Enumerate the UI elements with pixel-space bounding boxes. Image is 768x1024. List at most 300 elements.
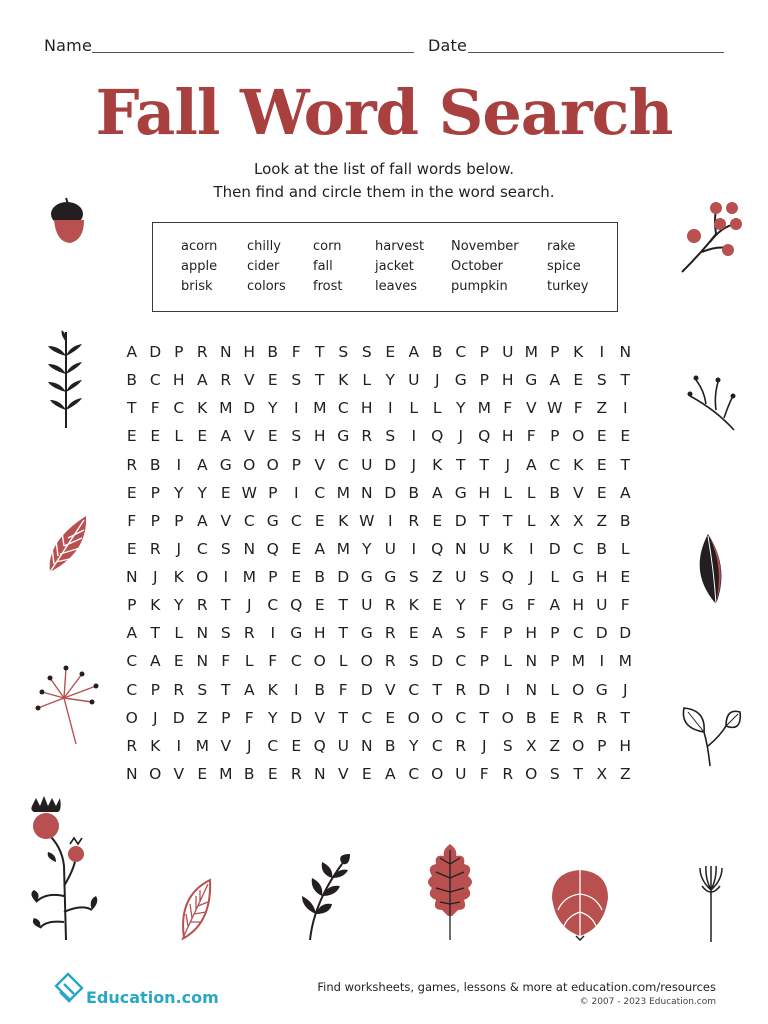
grid-letter[interactable]: G <box>454 483 467 502</box>
grid-letter[interactable]: E <box>408 624 419 643</box>
grid-letter[interactable]: Y <box>456 399 466 418</box>
grid-letter[interactable]: M <box>336 483 350 502</box>
grid-letter[interactable]: F <box>338 680 348 699</box>
grid-letter[interactable]: I <box>176 455 182 474</box>
grid-letter[interactable]: M <box>219 399 233 418</box>
grid-letter[interactable]: B <box>408 483 420 502</box>
grid-letter[interactable]: E <box>549 708 560 727</box>
grid-letter[interactable]: J <box>528 568 534 586</box>
grid-letter[interactable]: X <box>596 764 608 783</box>
grid-letter[interactable]: V <box>572 483 584 502</box>
grid-letter[interactable]: F <box>479 624 489 643</box>
grid-letter[interactable]: E <box>385 708 396 727</box>
grid-letter[interactable]: L <box>550 568 560 586</box>
grid-letter[interactable]: J <box>152 708 158 727</box>
grid-letter[interactable]: B <box>525 708 537 727</box>
grid-letter[interactable]: E <box>126 483 137 502</box>
grid-letter[interactable]: I <box>599 343 605 361</box>
grid-letter[interactable]: V <box>173 764 185 783</box>
grid-letter[interactable]: X <box>549 511 561 530</box>
grid-letter[interactable]: S <box>479 568 490 586</box>
grid-letter[interactable]: E <box>620 568 631 586</box>
grid-letter[interactable]: N <box>125 568 138 586</box>
grid-letter[interactable]: C <box>314 483 326 502</box>
grid-letter[interactable]: P <box>268 568 278 586</box>
grid-letter[interactable]: D <box>337 568 350 586</box>
grid-letter[interactable]: J <box>152 568 158 586</box>
grid-letter[interactable]: I <box>387 511 393 530</box>
grid-letter[interactable]: S <box>408 652 419 671</box>
grid-letter[interactable]: O <box>572 680 585 699</box>
grid-letter[interactable]: I <box>223 568 229 586</box>
grid-letter[interactable]: G <box>525 371 538 390</box>
grid-letter[interactable]: C <box>549 455 561 474</box>
grid-letter[interactable]: A <box>196 371 208 390</box>
grid-letter[interactable]: N <box>360 736 373 755</box>
grid-letter[interactable]: D <box>360 680 373 699</box>
grid-letter[interactable]: M <box>219 764 233 783</box>
grid-letter[interactable]: S <box>291 427 302 446</box>
grid-letter[interactable]: C <box>408 764 420 783</box>
grid-letter[interactable]: F <box>221 652 231 671</box>
grid-letter[interactable]: G <box>501 596 514 615</box>
grid-letter[interactable]: H <box>595 568 608 586</box>
grid-letter[interactable]: M <box>195 736 209 755</box>
grid-letter[interactable]: S <box>291 371 302 390</box>
grid-letter[interactable]: H <box>501 371 514 390</box>
grid-letter[interactable]: Y <box>385 371 395 390</box>
grid-letter[interactable]: P <box>550 343 560 361</box>
grid-letter[interactable]: B <box>596 539 608 558</box>
grid-letter[interactable]: H <box>243 343 256 361</box>
grid-letter[interactable]: T <box>338 708 348 727</box>
grid-letter[interactable]: F <box>268 652 278 671</box>
grid-letter[interactable]: B <box>243 764 255 783</box>
grid-letter[interactable]: T <box>221 596 231 615</box>
grid-letter[interactable]: A <box>196 455 208 474</box>
grid-letter[interactable]: A <box>525 455 537 474</box>
grid-letter[interactable]: P <box>150 483 160 502</box>
grid-letter[interactable]: Z <box>196 708 208 727</box>
grid-letter[interactable]: I <box>270 624 276 643</box>
grid-letter[interactable]: K <box>573 343 584 361</box>
grid-letter[interactable]: G <box>219 455 232 474</box>
grid-letter[interactable]: T <box>221 680 231 699</box>
grid-letter[interactable]: S <box>197 680 208 699</box>
grid-letter[interactable]: Y <box>174 483 184 502</box>
grid-letter[interactable]: J <box>411 455 417 474</box>
grid-letter[interactable]: I <box>505 680 511 699</box>
grid-letter[interactable]: G <box>360 568 373 586</box>
grid-letter[interactable]: A <box>126 343 138 361</box>
grid-letter[interactable]: M <box>242 568 256 586</box>
grid-letter[interactable]: B <box>619 511 631 530</box>
grid-letter[interactable]: G <box>337 427 350 446</box>
grid-letter[interactable]: A <box>549 596 561 615</box>
grid-letter[interactable]: C <box>572 624 584 643</box>
grid-letter[interactable]: N <box>219 343 232 361</box>
grid-letter[interactable]: V <box>525 399 537 418</box>
grid-letter[interactable]: K <box>267 680 278 699</box>
grid-letter[interactable]: X <box>572 511 584 530</box>
grid-letter[interactable]: H <box>619 736 632 755</box>
grid-letter[interactable]: C <box>455 652 467 671</box>
grid-letter[interactable]: L <box>526 483 536 502</box>
grid-letter[interactable]: E <box>385 343 396 361</box>
grid-letter[interactable]: Z <box>431 568 443 586</box>
grid-letter[interactable]: L <box>174 624 184 643</box>
grid-letter[interactable]: A <box>314 539 326 558</box>
grid-letter[interactable]: P <box>127 596 137 615</box>
grid-letter[interactable]: E <box>126 427 137 446</box>
name-field[interactable] <box>92 52 414 53</box>
grid-letter[interactable]: Y <box>268 708 278 727</box>
grid-letter[interactable]: C <box>361 708 373 727</box>
grid-letter[interactable]: Q <box>313 736 326 755</box>
grid-letter[interactable]: T <box>479 511 489 530</box>
grid-letter[interactable]: I <box>411 427 417 446</box>
grid-letter[interactable]: R <box>149 539 161 558</box>
grid-letter[interactable]: E <box>173 652 184 671</box>
grid-letter[interactable]: L <box>362 371 372 390</box>
grid-letter[interactable]: R <box>173 680 185 699</box>
grid-letter[interactable]: N <box>125 764 138 783</box>
grid-letter[interactable]: J <box>458 427 464 446</box>
grid-letter[interactable]: S <box>338 343 349 361</box>
grid-letter[interactable]: B <box>431 343 443 361</box>
grid-letter[interactable]: I <box>293 399 299 418</box>
grid-letter[interactable]: O <box>125 708 138 727</box>
grid-letter[interactable]: D <box>384 483 397 502</box>
grid-letter[interactable]: O <box>360 652 373 671</box>
grid-letter[interactable]: T <box>620 455 630 474</box>
grid-letter[interactable]: Z <box>549 736 561 755</box>
grid-letter[interactable]: J <box>622 680 628 699</box>
grid-letter[interactable]: U <box>455 568 467 586</box>
grid-letter[interactable]: I <box>599 652 605 671</box>
grid-letter[interactable]: L <box>338 652 348 671</box>
grid-letter[interactable]: V <box>314 708 326 727</box>
grid-letter[interactable]: C <box>173 399 185 418</box>
grid-letter[interactable]: R <box>384 652 396 671</box>
grid-letter[interactable]: H <box>501 427 514 446</box>
grid-letter[interactable]: T <box>456 455 466 474</box>
grid-letter[interactable]: S <box>502 736 513 755</box>
grid-letter[interactable]: Y <box>197 483 207 502</box>
grid-letter[interactable]: O <box>525 764 538 783</box>
grid-letter[interactable]: Y <box>362 539 372 558</box>
grid-letter[interactable]: V <box>243 371 255 390</box>
grid-letter[interactable]: H <box>360 399 373 418</box>
grid-letter[interactable]: F <box>479 764 489 783</box>
grid-letter[interactable]: E <box>314 511 325 530</box>
grid-letter[interactable]: O <box>431 708 444 727</box>
grid-letter[interactable]: S <box>408 568 419 586</box>
grid-letter[interactable]: Q <box>290 596 303 615</box>
grid-letter[interactable]: A <box>431 624 443 643</box>
grid-letter[interactable]: B <box>314 568 326 586</box>
grid-letter[interactable]: V <box>337 764 349 783</box>
grid-letter[interactable]: F <box>503 399 513 418</box>
grid-letter[interactable]: K <box>338 371 349 390</box>
grid-letter[interactable]: E <box>267 371 278 390</box>
grid-letter[interactable]: P <box>503 624 513 643</box>
grid-letter[interactable]: E <box>291 736 302 755</box>
grid-letter[interactable]: P <box>174 511 184 530</box>
grid-letter[interactable]: C <box>337 399 349 418</box>
grid-letter[interactable]: S <box>361 343 372 361</box>
grid-letter[interactable]: E <box>126 539 137 558</box>
grid-letter[interactable]: B <box>314 680 326 699</box>
grid-letter[interactable]: E <box>432 596 443 615</box>
grid-letter[interactable]: F <box>526 596 536 615</box>
grid-letter[interactable]: I <box>411 539 417 558</box>
grid-letter[interactable]: R <box>243 624 255 643</box>
grid-letter[interactable]: G <box>384 568 397 586</box>
grid-letter[interactable]: O <box>407 708 420 727</box>
grid-letter[interactable]: O <box>572 427 585 446</box>
grid-letter[interactable]: P <box>550 624 560 643</box>
grid-letter[interactable]: H <box>525 624 538 643</box>
grid-letter[interactable]: Z <box>596 511 608 530</box>
grid-letter[interactable]: R <box>384 596 396 615</box>
grid-letter[interactable]: D <box>243 399 256 418</box>
grid-letter[interactable]: H <box>313 427 326 446</box>
grid-letter[interactable]: S <box>549 764 560 783</box>
grid-letter[interactable]: J <box>246 736 252 755</box>
grid-letter[interactable]: T <box>315 371 325 390</box>
grid-letter[interactable]: K <box>150 596 161 615</box>
grid-letter[interactable]: E <box>620 427 631 446</box>
grid-letter[interactable]: C <box>431 736 443 755</box>
grid-letter[interactable]: P <box>479 652 489 671</box>
grid-letter[interactable]: T <box>620 371 630 390</box>
grid-letter[interactable]: Q <box>501 568 514 586</box>
grid-letter[interactable]: T <box>432 680 442 699</box>
grid-letter[interactable]: B <box>149 455 161 474</box>
education-logo[interactable]: Education.com <box>86 988 219 1007</box>
grid-letter[interactable]: N <box>525 680 538 699</box>
grid-letter[interactable]: E <box>361 764 372 783</box>
grid-letter[interactable]: E <box>314 596 325 615</box>
grid-letter[interactable]: K <box>173 568 184 586</box>
grid-letter[interactable]: Q <box>478 427 491 446</box>
grid-letter[interactable]: K <box>502 539 513 558</box>
grid-letter[interactable]: L <box>526 511 536 530</box>
grid-letter[interactable]: J <box>246 596 252 615</box>
grid-letter[interactable]: A <box>243 680 255 699</box>
grid-letter[interactable]: J <box>176 539 182 558</box>
grid-letter[interactable]: B <box>549 483 561 502</box>
grid-letter[interactable]: I <box>528 539 534 558</box>
grid-letter[interactable]: J <box>481 736 487 755</box>
grid-letter[interactable]: K <box>197 399 208 418</box>
grid-letter[interactable]: U <box>384 539 396 558</box>
grid-letter[interactable]: T <box>127 399 137 418</box>
grid-letter[interactable]: O <box>196 568 209 586</box>
grid-letter[interactable]: G <box>266 511 279 530</box>
grid-letter[interactable]: X <box>525 736 537 755</box>
grid-letter[interactable]: V <box>220 511 232 530</box>
grid-letter[interactable]: N <box>525 652 538 671</box>
grid-letter[interactable]: U <box>502 343 514 361</box>
grid-letter[interactable]: E <box>220 483 231 502</box>
grid-letter[interactable]: I <box>293 483 299 502</box>
grid-letter[interactable]: R <box>572 708 584 727</box>
grid-letter[interactable]: N <box>619 343 632 361</box>
grid-letter[interactable]: A <box>549 371 561 390</box>
grid-letter[interactable]: O <box>431 764 444 783</box>
grid-letter[interactable]: F <box>244 708 254 727</box>
grid-letter[interactable]: U <box>596 596 608 615</box>
grid-letter[interactable]: R <box>596 708 608 727</box>
grid-letter[interactable]: F <box>127 511 137 530</box>
grid-letter[interactable]: H <box>313 624 326 643</box>
grid-letter[interactable]: Q <box>266 539 279 558</box>
grid-letter[interactable]: G <box>572 568 585 586</box>
grid-letter[interactable]: K <box>150 736 161 755</box>
grid-letter[interactable]: P <box>174 343 184 361</box>
grid-letter[interactable]: S <box>220 624 231 643</box>
grid-letter[interactable]: P <box>597 736 607 755</box>
grid-letter[interactable]: C <box>337 455 349 474</box>
grid-letter[interactable]: E <box>267 427 278 446</box>
grid-letter[interactable]: U <box>361 455 373 474</box>
grid-letter[interactable]: D <box>149 343 162 361</box>
grid-letter[interactable]: B <box>267 343 279 361</box>
grid-letter[interactable]: V <box>243 427 255 446</box>
grid-letter[interactable]: M <box>477 399 491 418</box>
grid-letter[interactable]: A <box>408 343 420 361</box>
grid-letter[interactable]: C <box>243 511 255 530</box>
grid-letter[interactable]: D <box>172 708 185 727</box>
grid-letter[interactable]: C <box>126 652 138 671</box>
grid-letter[interactable]: T <box>620 708 630 727</box>
grid-letter[interactable]: A <box>431 483 443 502</box>
grid-letter[interactable]: R <box>196 596 208 615</box>
grid-letter[interactable]: L <box>503 483 513 502</box>
grid-letter[interactable]: M <box>571 652 585 671</box>
grid-letter[interactable]: R <box>220 371 232 390</box>
grid-letter[interactable]: N <box>196 624 209 643</box>
grid-letter[interactable]: L <box>503 652 513 671</box>
grid-letter[interactable]: O <box>501 708 514 727</box>
grid-letter[interactable]: C <box>408 680 420 699</box>
grid-letter[interactable]: T <box>150 624 160 643</box>
grid-letter[interactable]: Z <box>596 399 608 418</box>
grid-letter[interactable]: T <box>479 455 489 474</box>
grid-letter[interactable]: O <box>149 764 162 783</box>
grid-letter[interactable]: D <box>595 624 608 643</box>
grid-letter[interactable]: W <box>359 511 375 530</box>
grid-letter[interactable]: K <box>573 455 584 474</box>
grid-letter[interactable]: C <box>455 708 467 727</box>
grid-letter[interactable]: P <box>550 652 560 671</box>
grid-letter[interactable]: T <box>479 708 489 727</box>
grid-letter[interactable]: E <box>432 511 443 530</box>
grid-letter[interactable]: R <box>502 764 514 783</box>
grid-letter[interactable]: L <box>409 399 419 418</box>
grid-letter[interactable]: U <box>337 736 349 755</box>
grid-letter[interactable]: P <box>221 708 231 727</box>
grid-letter[interactable]: C <box>149 371 161 390</box>
grid-letter[interactable]: P <box>150 511 160 530</box>
grid-letter[interactable]: P <box>268 483 278 502</box>
grid-letter[interactable]: P <box>479 371 489 390</box>
grid-letter[interactable]: R <box>455 680 467 699</box>
grid-letter[interactable]: L <box>174 427 184 446</box>
grid-letter[interactable]: P <box>550 427 560 446</box>
grid-letter[interactable]: I <box>176 736 182 755</box>
grid-letter[interactable]: A <box>619 483 631 502</box>
grid-letter[interactable]: M <box>524 343 538 361</box>
grid-letter[interactable]: T <box>338 624 348 643</box>
date-field[interactable] <box>468 52 724 53</box>
grid-letter[interactable]: A <box>196 511 208 530</box>
grid-letter[interactable]: Y <box>456 596 466 615</box>
grid-letter[interactable]: O <box>572 736 585 755</box>
grid-letter[interactable]: C <box>196 539 208 558</box>
grid-letter[interactable]: A <box>149 652 161 671</box>
grid-letter[interactable]: G <box>454 371 467 390</box>
grid-letter[interactable]: B <box>384 736 396 755</box>
grid-letter[interactable]: C <box>455 343 467 361</box>
grid-letter[interactable]: E <box>197 427 208 446</box>
grid-letter[interactable]: L <box>432 399 442 418</box>
grid-letter[interactable]: R <box>126 455 138 474</box>
grid-letter[interactable]: D <box>454 511 467 530</box>
grid-letter[interactable]: C <box>290 652 302 671</box>
grid-letter[interactable]: C <box>572 539 584 558</box>
grid-letter[interactable]: C <box>126 680 138 699</box>
grid-letter[interactable]: A <box>126 624 138 643</box>
grid-letter[interactable]: O <box>313 652 326 671</box>
grid-letter[interactable]: A <box>220 427 232 446</box>
grid-letter[interactable]: H <box>572 596 585 615</box>
grid-letter[interactable]: W <box>547 399 563 418</box>
grid-letter[interactable]: D <box>431 652 444 671</box>
grid-letter[interactable]: L <box>244 652 254 671</box>
grid-letter[interactable]: J <box>505 455 511 474</box>
grid-letter[interactable]: C <box>267 736 279 755</box>
grid-letter[interactable]: U <box>361 596 373 615</box>
grid-letter[interactable]: R <box>384 624 396 643</box>
grid-letter[interactable]: B <box>126 371 138 390</box>
grid-letter[interactable]: D <box>619 624 632 643</box>
grid-letter[interactable]: P <box>150 680 160 699</box>
grid-letter[interactable]: F <box>479 596 489 615</box>
grid-letter[interactable]: L <box>550 680 560 699</box>
grid-letter[interactable]: F <box>620 596 630 615</box>
grid-letter[interactable]: R <box>455 736 467 755</box>
grid-letter[interactable]: D <box>290 708 303 727</box>
grid-letter[interactable]: F <box>526 427 536 446</box>
grid-letter[interactable]: Q <box>431 427 444 446</box>
grid-letter[interactable]: Y <box>268 399 278 418</box>
grid-letter[interactable]: E <box>267 764 278 783</box>
grid-letter[interactable]: R <box>290 764 302 783</box>
grid-letter[interactable]: P <box>291 455 301 474</box>
grid-letter[interactable]: S <box>455 624 466 643</box>
grid-letter[interactable]: N <box>360 483 373 502</box>
grid-letter[interactable]: D <box>384 455 397 474</box>
grid-letter[interactable]: E <box>291 539 302 558</box>
grid-letter[interactable]: K <box>408 596 419 615</box>
grid-letter[interactable]: N <box>243 539 256 558</box>
grid-letter[interactable]: H <box>478 483 491 502</box>
grid-letter[interactable]: C <box>290 511 302 530</box>
grid-letter[interactable]: R <box>196 343 208 361</box>
